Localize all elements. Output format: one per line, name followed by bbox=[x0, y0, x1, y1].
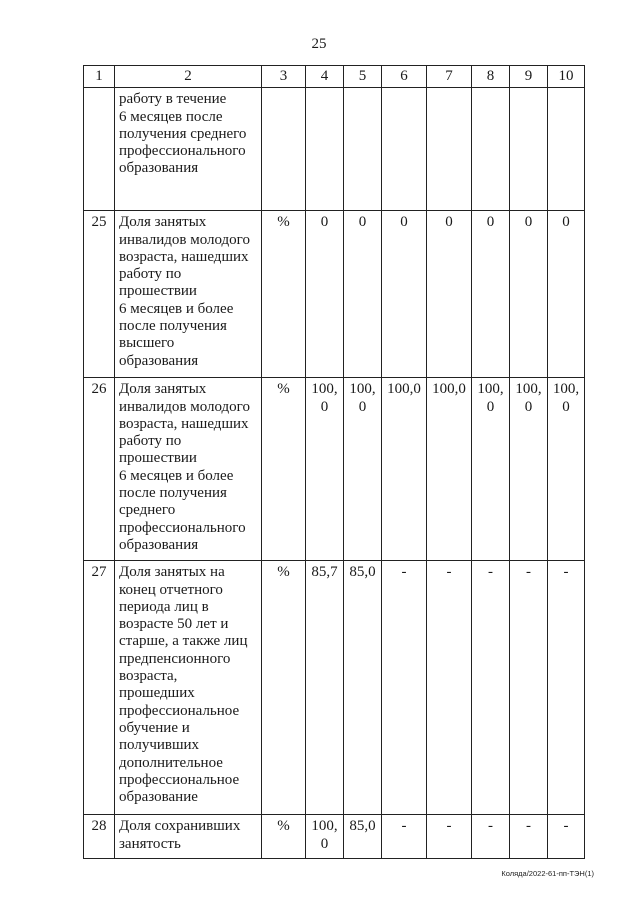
unit-cell bbox=[262, 88, 306, 211]
header-cell: 6 bbox=[382, 66, 427, 88]
header-cell: 2 bbox=[115, 66, 262, 88]
indicators-table bbox=[83, 65, 585, 859]
row-number: 27 bbox=[84, 561, 115, 815]
indicator-name: Доля занятых на конец отчетного периода лиц в возрасте 50 лет и старше, а также лиц предпенсионного возраста, прошедших профессиональное обучение и получивших дополнительное профессиональное образование bbox=[115, 561, 262, 815]
value-cell bbox=[306, 88, 344, 211]
indicator-name: Доля сохранивших занятость bbox=[115, 815, 262, 859]
unit-cell: % bbox=[262, 211, 306, 378]
value-cell: - bbox=[427, 561, 472, 815]
value-cell: - bbox=[472, 815, 510, 859]
value-cell: - bbox=[548, 561, 585, 815]
table-header-row bbox=[84, 66, 585, 88]
value-cell bbox=[382, 88, 427, 211]
table-row-continuation bbox=[84, 88, 585, 211]
value-cell: 100, 0 bbox=[548, 378, 585, 561]
row-number: 25 bbox=[84, 211, 115, 378]
indicator-name: работу в течение 6 месяцев после получения среднего профессионального образования bbox=[115, 88, 262, 211]
value-cell: 0 bbox=[382, 211, 427, 378]
header-cell: 10 bbox=[548, 66, 585, 88]
value-cell bbox=[548, 88, 585, 211]
unit-cell: % bbox=[262, 378, 306, 561]
value-cell: 100, 0 bbox=[306, 378, 344, 561]
value-cell: 0 bbox=[306, 211, 344, 378]
value-cell: 100,0 bbox=[382, 378, 427, 561]
page-number: 25 bbox=[311, 36, 327, 52]
table-row-26 bbox=[84, 378, 585, 561]
document-footer-code: Коляда/2022-61-пп-ТЭН(1) bbox=[501, 869, 594, 878]
header-cell: 3 bbox=[262, 66, 306, 88]
value-cell: - bbox=[472, 561, 510, 815]
value-cell: 0 bbox=[427, 211, 472, 378]
value-cell: 100, 0 bbox=[306, 815, 344, 859]
row-number bbox=[84, 88, 115, 211]
unit-cell: % bbox=[262, 561, 306, 815]
value-cell: 100, 0 bbox=[472, 378, 510, 561]
unit-cell: % bbox=[262, 815, 306, 859]
header-cell: 4 bbox=[306, 66, 344, 88]
value-cell bbox=[472, 88, 510, 211]
value-cell: 100, 0 bbox=[344, 378, 382, 561]
indicator-name: Доля занятых инвалидов молодого возраста, нашедших работу по прошествии 6 месяцев и более после получения среднего профессионального образования bbox=[115, 378, 262, 561]
value-cell bbox=[510, 88, 548, 211]
value-cell: 85,7 bbox=[306, 561, 344, 815]
table-row-28 bbox=[84, 815, 585, 859]
value-cell: - bbox=[510, 815, 548, 859]
value-cell: - bbox=[382, 815, 427, 859]
value-cell bbox=[427, 88, 472, 211]
value-cell bbox=[344, 88, 382, 211]
table-row-25 bbox=[84, 211, 585, 378]
value-cell: 0 bbox=[344, 211, 382, 378]
header-cell: 1 bbox=[84, 66, 115, 88]
value-cell: 100, 0 bbox=[510, 378, 548, 561]
row-number: 26 bbox=[84, 378, 115, 561]
value-cell: 100,0 bbox=[427, 378, 472, 561]
value-cell: - bbox=[427, 815, 472, 859]
header-cell: 7 bbox=[427, 66, 472, 88]
value-cell: 0 bbox=[548, 211, 585, 378]
header-cell: 5 bbox=[344, 66, 382, 88]
value-cell: - bbox=[548, 815, 585, 859]
value-cell: 85,0 bbox=[344, 561, 382, 815]
value-cell: - bbox=[382, 561, 427, 815]
value-cell: - bbox=[510, 561, 548, 815]
row-number: 28 bbox=[84, 815, 115, 859]
indicator-name: Доля занятых инвалидов молодого возраста, нашедших работу по прошествии 6 месяцев и более после получения высшего образования bbox=[115, 211, 262, 378]
header-cell: 8 bbox=[472, 66, 510, 88]
table-row-27 bbox=[84, 561, 585, 815]
value-cell: 0 bbox=[472, 211, 510, 378]
value-cell: 0 bbox=[510, 211, 548, 378]
value-cell: 85,0 bbox=[344, 815, 382, 859]
header-cell: 9 bbox=[510, 66, 548, 88]
